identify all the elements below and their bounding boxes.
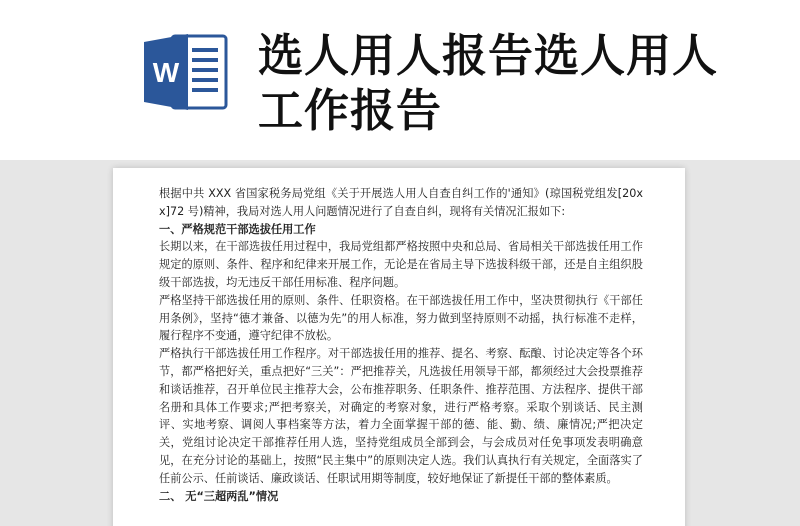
section-heading-1: 一、严格规范干部选拔任用工作 <box>159 222 316 236</box>
document-page <box>113 168 685 526</box>
word-document-icon <box>142 30 230 114</box>
paragraph-intro: 根据中共 XXX 省国家税务局党组《关于开展选人用人自查自纠工作的'通知》(琼国税党组发[20xx]72 号)精神，我局对选人用人问题情况进行了自查自纠，现将有关情况汇报如下: <box>159 187 643 218</box>
word-icon-letter: W <box>152 57 180 88</box>
page-title: 选人用人报告选人用人工作报告 <box>258 29 719 137</box>
paragraph-4: 严格执行干部选拔任用工作程序。对干部选拔任用的推荐、提名、考察、酝酿、讨论决定等各个环节，都严格把好关，重点把好“三关”：严把推荐关，凡选拔任用领导干部，都须经过大会投票推荐和谈话推荐，召开单位民主推荐大会，公布推荐职务、任职条件、推荐范围、方法程序、提供干部名册和具体工作要求;严把考察关，对确定的考察对象，进行严格考察。采取个别谈话、民主测评、实地考察、调阅人事档案等方法，着力全面掌握干部的德、能、勤、绩、廉情况;严把决定关，党组讨论决定干部推荐任用人选，坚持党组成员全部到会，与会成员对任免事项发表明确意见，在充分讨论的基础上，按照“民主集中”的原则决定人选。我们认真执行有关规定，全面落实了任前公示、任前谈话、廉政谈话、任职试用期等制度，较好地保证了新提任干部的整体素质。 <box>159 347 643 485</box>
document-preview <box>0 160 800 526</box>
document-content <box>159 185 643 505</box>
header <box>0 0 800 160</box>
section-heading-2: 二、 无“三超两乱”情况 <box>159 489 279 503</box>
paragraph-3: 严格坚持干部选拔任用的原则、条件、任职资格。在干部选拔任用工作中，坚决贯彻执行《干部任用条例》，坚持“德才兼备、以德为先”的用人标准，努力做到坚持原则不动摇，执行标准不走样，履行程序不变通，遵守纪律不放松。 <box>159 293 643 343</box>
paragraph-2: 长期以来，在干部选拔任用过程中，我局党组都严格按照中央和总局、省局相关干部选拔任用工作规定的原则、条件、程序和纪律来开展工作，无论是在省局主导下选拔科级干部，还是自主组织股级干部选拔，均无违反干部任用标准、程序问题。 <box>159 240 643 289</box>
